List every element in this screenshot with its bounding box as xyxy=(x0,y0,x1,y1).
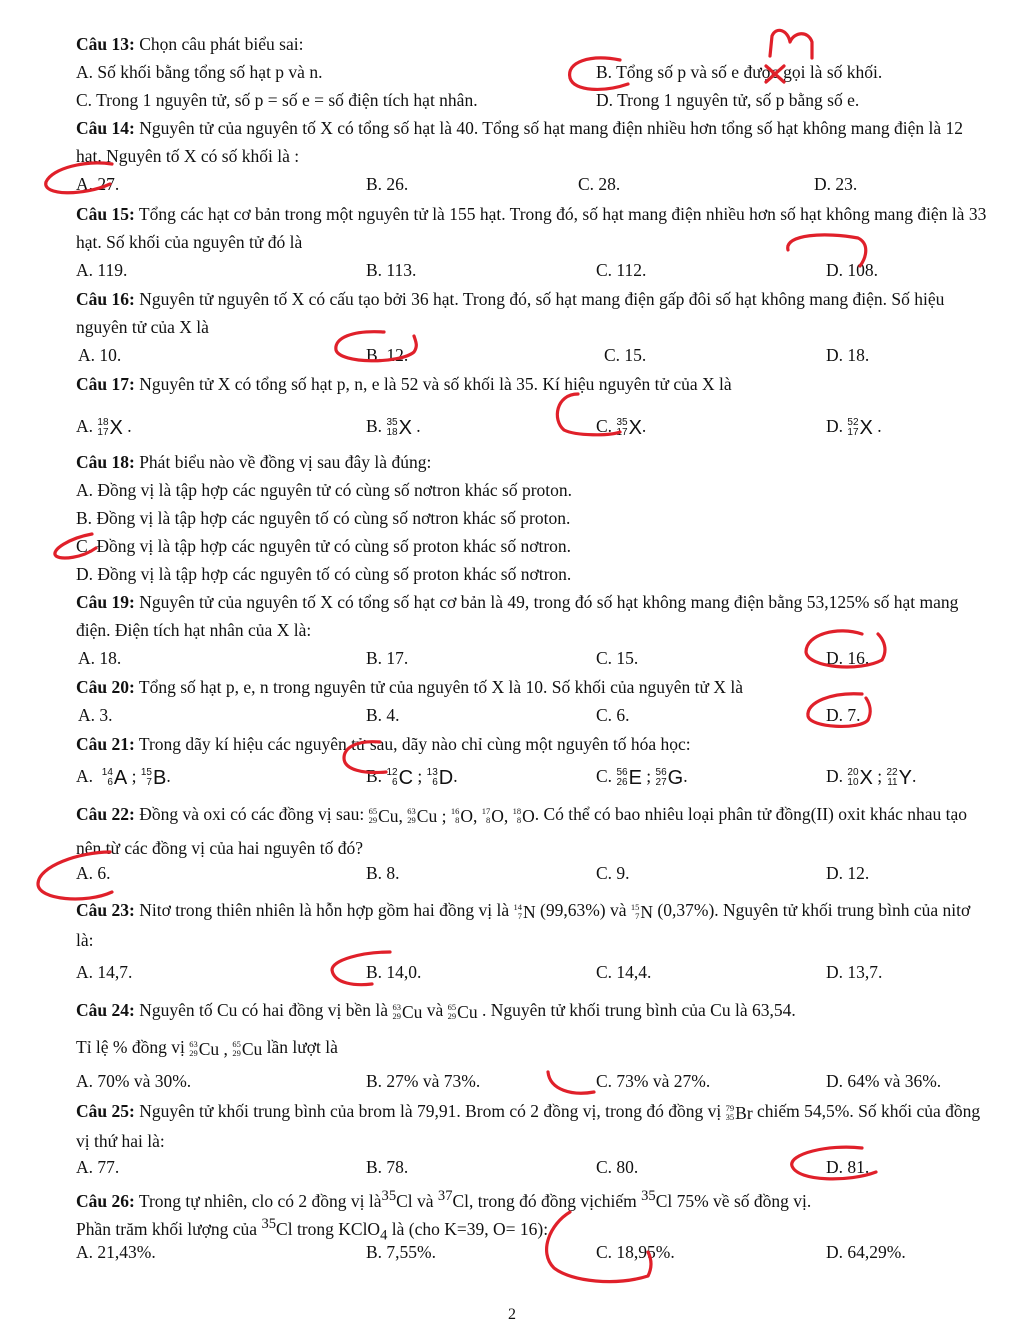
q24-option-d: D. 64% và 36%. xyxy=(826,1071,942,1091)
q22-option-d: D. 12. xyxy=(826,863,870,883)
q18-option-a: A. Đồng vị là tập hợp các nguyên tử có cùng số nơtron khác số proton. xyxy=(76,480,573,500)
q18-label: Câu 18: xyxy=(76,452,135,472)
q22-option-b: B. 8. xyxy=(366,863,400,883)
q15-option-b: B. 113. xyxy=(366,260,417,280)
q22-option-a: A. 6. xyxy=(76,863,111,883)
q13-option-a: A. Số khối bằng tổng số hạt p và n. xyxy=(76,62,323,82)
question-17 xyxy=(76,370,988,398)
question-16 xyxy=(76,285,988,341)
q13-option-c: C. Trong 1 nguyên tử, số p = số e = số điện tích hạt nhân. xyxy=(76,90,478,110)
mark-q24-c xyxy=(548,1072,594,1093)
q20-option-b: B. 4. xyxy=(366,705,400,725)
q26-option-d: D. 64,29%. xyxy=(826,1242,906,1262)
q14-option-d: D. 23. xyxy=(814,174,858,194)
q13-option-d: D. Trong 1 nguyên tử, số p bằng số e. xyxy=(596,90,860,110)
q21-text: Trong dãy kí hiệu các nguyên tử sau, dãy nào chỉ cùng một nguyên tố hóa học: xyxy=(134,734,691,754)
q14-label: Câu 14: xyxy=(76,118,135,138)
q24-label: Câu 24: xyxy=(76,1000,135,1020)
q16-option-c: C. 15. xyxy=(604,345,647,365)
q17-option-d: D. 52 17 X . xyxy=(826,416,882,439)
q15-label: Câu 15: xyxy=(76,204,135,224)
question-19 xyxy=(76,588,988,644)
question-22: Câu 22: Đồng và oxi có các đồng vị sau: 65 29 Cu, 63 29 Cu ; 16 8 O, 17 8 O, 18 8 O . Có thể có bao nhiêu loại phân tử đồng(II) oxit khác nhau tạo nên từ các đồng vị của hai nguyên tố đó? xyxy=(76,804,968,858)
q24-option-b: B. 27% và 73%. xyxy=(366,1071,481,1091)
q21-option-c: C. 56 26 E ; 56 27 G . xyxy=(596,766,688,789)
question-15 xyxy=(76,200,988,256)
q18-option-b: B. Đồng vị là tập hợp các nguyên tố có cùng số nơtron khác số proton. xyxy=(76,508,571,528)
q25-option-d: D. 81. xyxy=(826,1157,870,1177)
q18-option-c: C. Đồng vị là tập hợp các nguyên tử có cùng số proton khác số nơtron. xyxy=(76,536,572,556)
q22-label: Câu 22: xyxy=(76,804,135,824)
q15-option-a: A. 119. xyxy=(76,260,128,280)
q26-option-c: C. 18,95%. xyxy=(596,1242,675,1262)
q20-option-c: C. 6. xyxy=(596,705,630,725)
question-14 xyxy=(76,114,988,170)
q23-option-b: B. 14,0. xyxy=(366,962,422,982)
q24-line2: Tỉ lệ % đồng vị 63 29 Cu , 65 29 Cu lần lượt là xyxy=(76,1037,338,1059)
q19-option-c: C. 15. xyxy=(596,648,639,668)
q24-option-a: A. 70% và 30%. xyxy=(76,1071,192,1091)
question-21 xyxy=(76,730,988,758)
q21-option-a: A. 14 6 A ; 15 7 B . xyxy=(76,766,171,789)
q21-option-d: D. 20 10 X ; 22 11 Y . xyxy=(826,766,917,789)
q13-text: Chọn câu phát biểu sai: xyxy=(134,34,304,54)
q18-option-d: D. Đồng vị là tập hợp các nguyên tố có cùng số proton khác số nơtron. xyxy=(76,564,572,584)
q25-label: Câu 25: xyxy=(76,1101,135,1121)
q15-option-c: C. 112. xyxy=(596,260,647,280)
q17-text: Nguyên tử X có tổng số hạt p, n, e là 52 và số khối là 35. Kí hiệu nguyên tử của X là xyxy=(134,374,732,394)
q17-option-a: A. 18 17 X . xyxy=(76,416,132,439)
q25-option-a: A. 77. xyxy=(76,1157,120,1177)
question-25: Câu 25: Nguyên tử khối trung bình của brom là 79,91. Brom có 2 đồng vị, trong đó đồng vị 79 35 Br chiếm 54,5%. Số khối của đồng vị thứ hai là: xyxy=(76,1101,981,1151)
q16-label: Câu 16: xyxy=(76,289,135,309)
q15-text: Tổng các hạt cơ bản trong một nguyên tử là 155 hạt. Trong đó, số hạt mang điện nhiều hơn số hạt không mang điện là 33 hạt. Số khối của nguyên tử đó là xyxy=(76,204,987,252)
q26-option-b: B. 7,55%. xyxy=(366,1242,436,1262)
q14-option-a: A. 27. xyxy=(76,174,120,194)
q16-option-d: D. 18. xyxy=(826,345,870,365)
question-26: Câu 26: Trong tự nhiên, clo có 2 đồng vị $là^{35}Cl$ và $^{37}$Cl, trong đó đồng vịchiếm $^{35}$Cl 75% về số đồng vị. xyxy=(76,1188,812,1211)
q20-option-a: A. 3. xyxy=(78,705,113,725)
q20-label: Câu 20: xyxy=(76,677,135,697)
q14-text: Nguyên tử của nguyên tố X có tổng số hạt là 40. Tổng số hạt mang điện nhiều hơn tổng số hạt không mang điện là 12 hạt. Nguyên tố X có số khối là : xyxy=(76,118,963,166)
q23-option-c: C. 14,4. xyxy=(596,962,652,982)
q17-option-b: B. 35 18 X . xyxy=(366,416,421,439)
q21-label: Câu 21: xyxy=(76,734,135,754)
q25-option-c: C. 80. xyxy=(596,1157,639,1177)
q26-line2: Phần trăm khối lượng của $^{35}$Cl trong KClO$_4$ là (cho K=39, O= 16): xyxy=(76,1216,549,1244)
q23-option-d: D. 13,7. xyxy=(826,962,883,982)
question-18 xyxy=(76,448,988,476)
q18-text: Phát biểu nào về đồng vị sau đây là đúng: xyxy=(134,452,432,472)
q19-text: Nguyên tử của nguyên tố X có tổng số hạt cơ bản là 49, trong đó số hạt không mang điện bằng 53,125% số hạt mang điện. Điện tích hạt nhân của X là: xyxy=(76,592,959,640)
page-number: 2 xyxy=(508,1306,516,1323)
q16-option-a: A. 10. xyxy=(78,345,122,365)
q13-option-b: B. Tổng số p và số e được gọi là số khối. xyxy=(596,62,883,82)
question-20 xyxy=(76,673,988,701)
q19-option-b: B. 17. xyxy=(366,648,409,668)
question-13 xyxy=(76,30,988,58)
q23-option-a: A. 14,7. xyxy=(76,962,133,982)
q26-label: Câu 26: xyxy=(76,1190,135,1211)
q14-option-c: C. 28. xyxy=(578,174,621,194)
q19-option-a: A. 18. xyxy=(78,648,122,668)
q16-option-b: B. 12. xyxy=(366,345,409,365)
q23-label: Câu 23: xyxy=(76,900,135,920)
q21-option-b: B. 12 6 C ; 13 6 D . xyxy=(366,766,458,789)
q17-label: Câu 17: xyxy=(76,374,135,394)
q17-option-c: C. 35 17 X . xyxy=(596,416,647,439)
q19-label: Câu 19: xyxy=(76,592,135,612)
q20-option-d: D. 7. xyxy=(826,705,861,725)
q25-option-b: B. 78. xyxy=(366,1157,409,1177)
q24-option-c: C. 73% và 27%. xyxy=(596,1071,711,1091)
q13-label: Câu 13: xyxy=(76,34,135,54)
q20-text: Tổng số hạt p, e, n trong nguyên tử của nguyên tố X là 10. Số khối của nguyên tử X là xyxy=(134,677,744,697)
q14-option-b: B. 26. xyxy=(366,174,409,194)
q22-option-c: C. 9. xyxy=(596,863,630,883)
q19-option-d: D. 16. xyxy=(826,648,870,668)
question-24: Câu 24: Nguyên tố Cu có hai đồng vị bền là 63 29 Cu và 65 29 Cu . Nguyên tử khối trung bình của Cu là 63,54. xyxy=(76,1000,796,1022)
q16-text: Nguyên tử nguyên tố X có cấu tạo bởi 36 hạt. Trong đó, số hạt mang điện gấp đôi số hạt không mang điện. Số hiệu nguyên tử của X là xyxy=(76,289,945,337)
question-23: Câu 23: Nitơ trong thiên nhiên là hỗn hợp gồm hai đồng vị là 14 7 N (99,63%) và 15 7 N (0,37%). Nguyên tử khối trung bình của nitơ là: xyxy=(76,900,971,950)
q15-option-d: D. 108. xyxy=(826,260,879,280)
q26-option-a: A. 21,43%. xyxy=(76,1242,156,1262)
